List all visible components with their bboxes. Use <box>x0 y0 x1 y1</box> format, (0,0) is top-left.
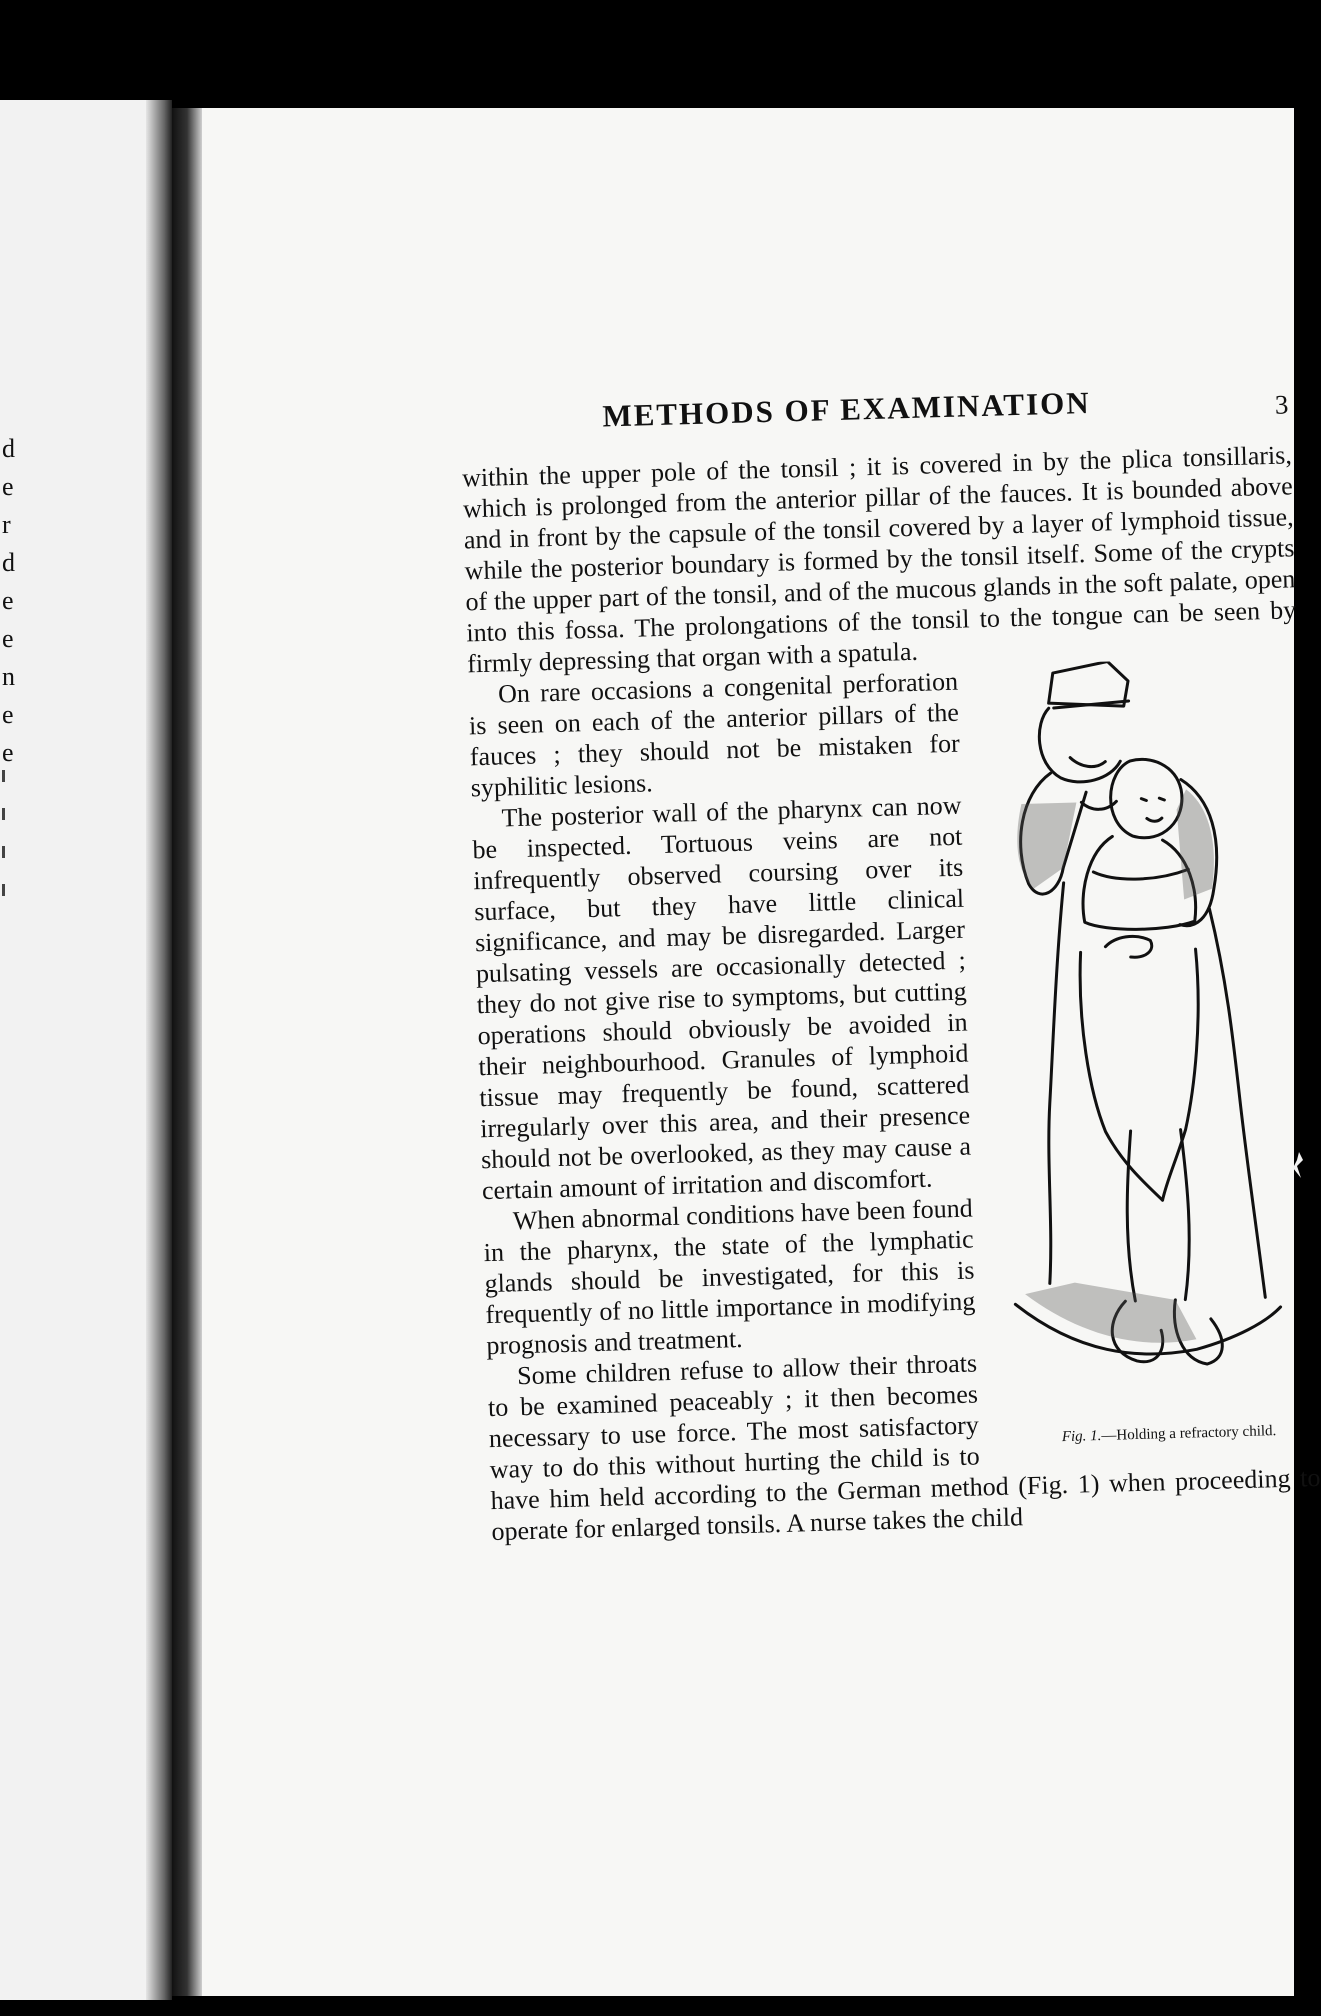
margin-letter: d <box>2 548 15 577</box>
margin-letter: e <box>2 700 14 729</box>
book-gutter-shadow <box>146 100 172 2000</box>
margin-letter: e <box>2 586 14 615</box>
paragraph: When abnormal conditions have been found in the pharynx, the state of the lymphatic glands should be investigated, for this is frequently of no little importance in modifying prognosis and treatment. <box>483 1193 976 1361</box>
page-binding-shadow <box>172 108 202 1996</box>
margin-letter: r <box>2 510 11 539</box>
margin-mark <box>2 770 5 782</box>
figure-caption-text: —Holding a refractory child. <box>1101 1423 1277 1444</box>
margin-letter: n <box>2 662 15 691</box>
margin-mark <box>2 808 5 820</box>
margin-letter: e <box>2 624 14 653</box>
margin-letter: e <box>2 738 14 767</box>
figure-caption-label: Fig. 1. <box>1061 1427 1102 1446</box>
paragraph: Some children refuse to allow their throats to be examined peaceably ; it then becomes necessary to use force. The most satisfactory way to do this without hurting the child is to have him held according to the German method (Fig. 1) when proceeding to operate for enlarged tonsils. A nurse takes the child <box>487 1348 1321 1547</box>
margin-letter: d <box>2 434 15 463</box>
page-number: 3 <box>1274 389 1289 420</box>
paragraph: On rare occasions a congenital perforation is seen on each of the anterior pillars of the fauces ; they should not be mistaken for syphilitic lesions. <box>468 666 961 803</box>
body-text <box>462 439 1321 1547</box>
paragraph: The posterior wall of the pharynx can now be inspected. Tortuous veins are not infrequently observed coursing over its surface, but they have little clinical significance, and may be disregarded. Larger pulsating vessels are occasionally detected ; they do not give rise to symptoms, but cutting operations should obviously be avoided in their neighbourhood. Granules of lymphoid tissue may frequently be found, scattered irregularly over this area, and their presence should not be overlooked, as they may cause a certain amount of irritation and discomfort. <box>472 790 972 1206</box>
left-page-marks <box>2 770 18 922</box>
nurse-holding-child-illustration <box>978 656 1319 1425</box>
left-page-edge <box>0 100 172 2000</box>
left-page-margin-text <box>2 430 22 772</box>
margin-letter: e <box>2 472 14 501</box>
figure-1 <box>978 656 1320 1455</box>
page-content <box>442 379 1321 1902</box>
margin-mark <box>2 884 5 896</box>
running-head: METHODS OF EXAMINATION <box>601 384 1092 434</box>
right-page <box>172 108 1321 1996</box>
page-edge-speck <box>1291 1150 1307 1180</box>
margin-mark <box>2 846 5 858</box>
paragraph: within the upper pole of the tonsil ; it is covered in by the plica tonsillaris, which is prolonged from the anterior pillar of the fauces. It is bounded above and in front by the capsule of the tonsil covered by a layer of lymphoid tissue, while the posterior boundary is formed by the tonsil itself. Some of the crypts of the upper part of the tonsil, and of the mucous glands in the soft palate, open into this fossa. The prolongations of the tonsil to the tongue can be seen by firmly depressing that organ with a spatula. <box>461 440 1297 679</box>
